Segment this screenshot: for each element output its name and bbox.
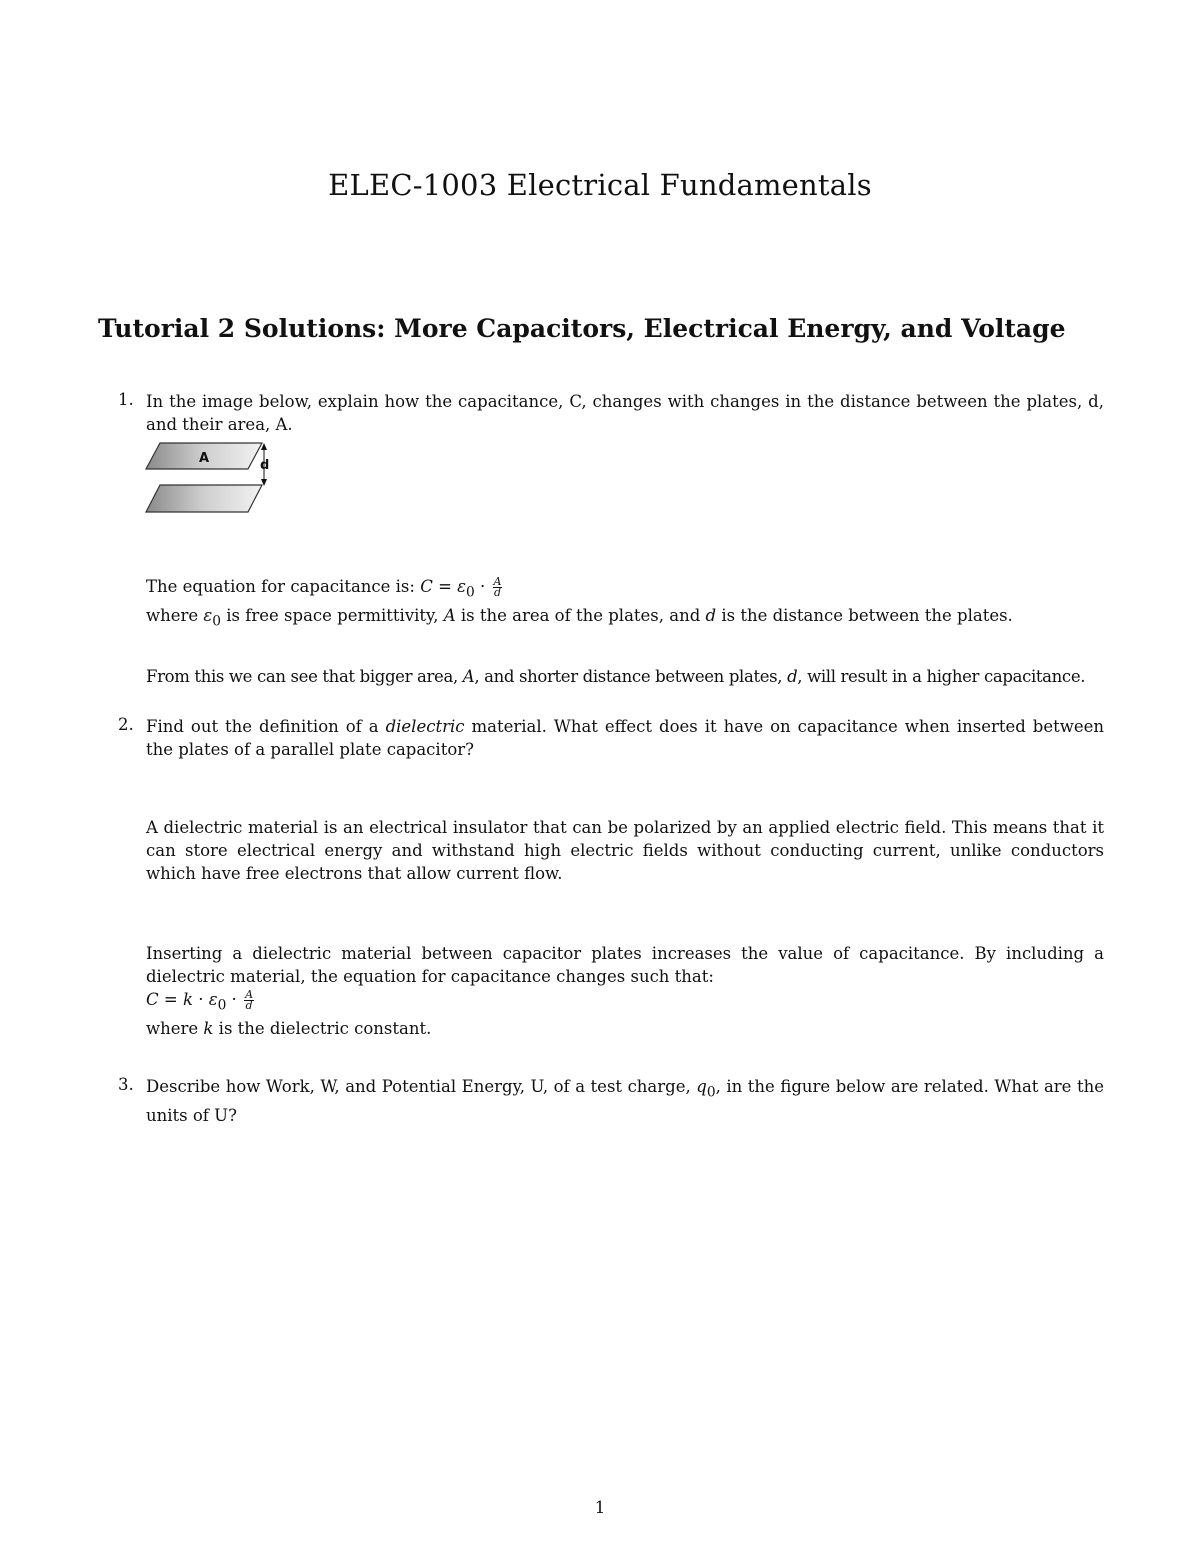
equation-where-line: where $\varepsilon_0$ is free space permittivity, A is the area of the plates, and d is the distance between the plates. bbox=[146, 606, 1013, 630]
question-2-text: Find out the definition of a dielectric material. What effect does it have on capacitance when inserted between the plates of a parallel plate capacitor? bbox=[146, 717, 1105, 759]
answer-1 bbox=[146, 575, 1104, 688]
answer-2-definition: A dielectric material is an electrical insulator that can be polarized by an applied electric field. This means that it can store electrical energy and withstand high electric fields without conducting current, unlike conductors which have free electrons that allow current flow. bbox=[146, 818, 1104, 883]
bottom-plate bbox=[146, 485, 262, 512]
question-3-text: Describe how Work, W, and Potential Energy, U, of a test charge, $q_0$, in the figure below are related. What are the units of U? bbox=[146, 1077, 1104, 1126]
capacitor-plates-figure bbox=[143, 440, 278, 515]
plate-area-label: A bbox=[199, 451, 210, 466]
question-3-number: 3. bbox=[118, 1075, 134, 1094]
fraction-a-over-d: $\frac{A}{d}$ bbox=[493, 575, 502, 599]
capacitance-equation-line: The equation for capacitance is: $C = \varepsilon_0$ · $\frac{A}{d}$ bbox=[146, 575, 502, 601]
dielectric-equation-line: $C = k \cdot \varepsilon_0$ · $\frac{A}{d}$ bbox=[146, 988, 254, 1014]
distance-label: d bbox=[260, 458, 270, 473]
conclusion-line: From this we can see that bigger area, A, and shorter distance between plates, d, will result in a higher capacitance. bbox=[146, 666, 1086, 686]
course-title: ELEC-1003 Electrical Fundamentals bbox=[328, 168, 872, 202]
fraction-a-over-d: $\frac{A}{d}$ bbox=[245, 988, 254, 1012]
dielectric-effect-text: Inserting a dielectric material between capacitor plates increases the value of capacitance. By including a dielectric material, the equation for capacitance changes such that: bbox=[146, 944, 1104, 986]
question-1-number: 1. bbox=[118, 390, 134, 409]
tutorial-title: Tutorial 2 Solutions: More Capacitors, Electrical Energy, and Voltage bbox=[98, 314, 1066, 343]
question-1-text: In the image below, explain how the capacitance, C, changes with changes in the distance between the plates, d, and their area, A. bbox=[146, 392, 1104, 434]
page-number: 1 bbox=[594, 1498, 606, 1517]
dielectric-where-line: where k is the dielectric constant. bbox=[146, 1019, 432, 1039]
question-2-number: 2. bbox=[118, 715, 134, 734]
answer-2-effect bbox=[146, 942, 1104, 1040]
